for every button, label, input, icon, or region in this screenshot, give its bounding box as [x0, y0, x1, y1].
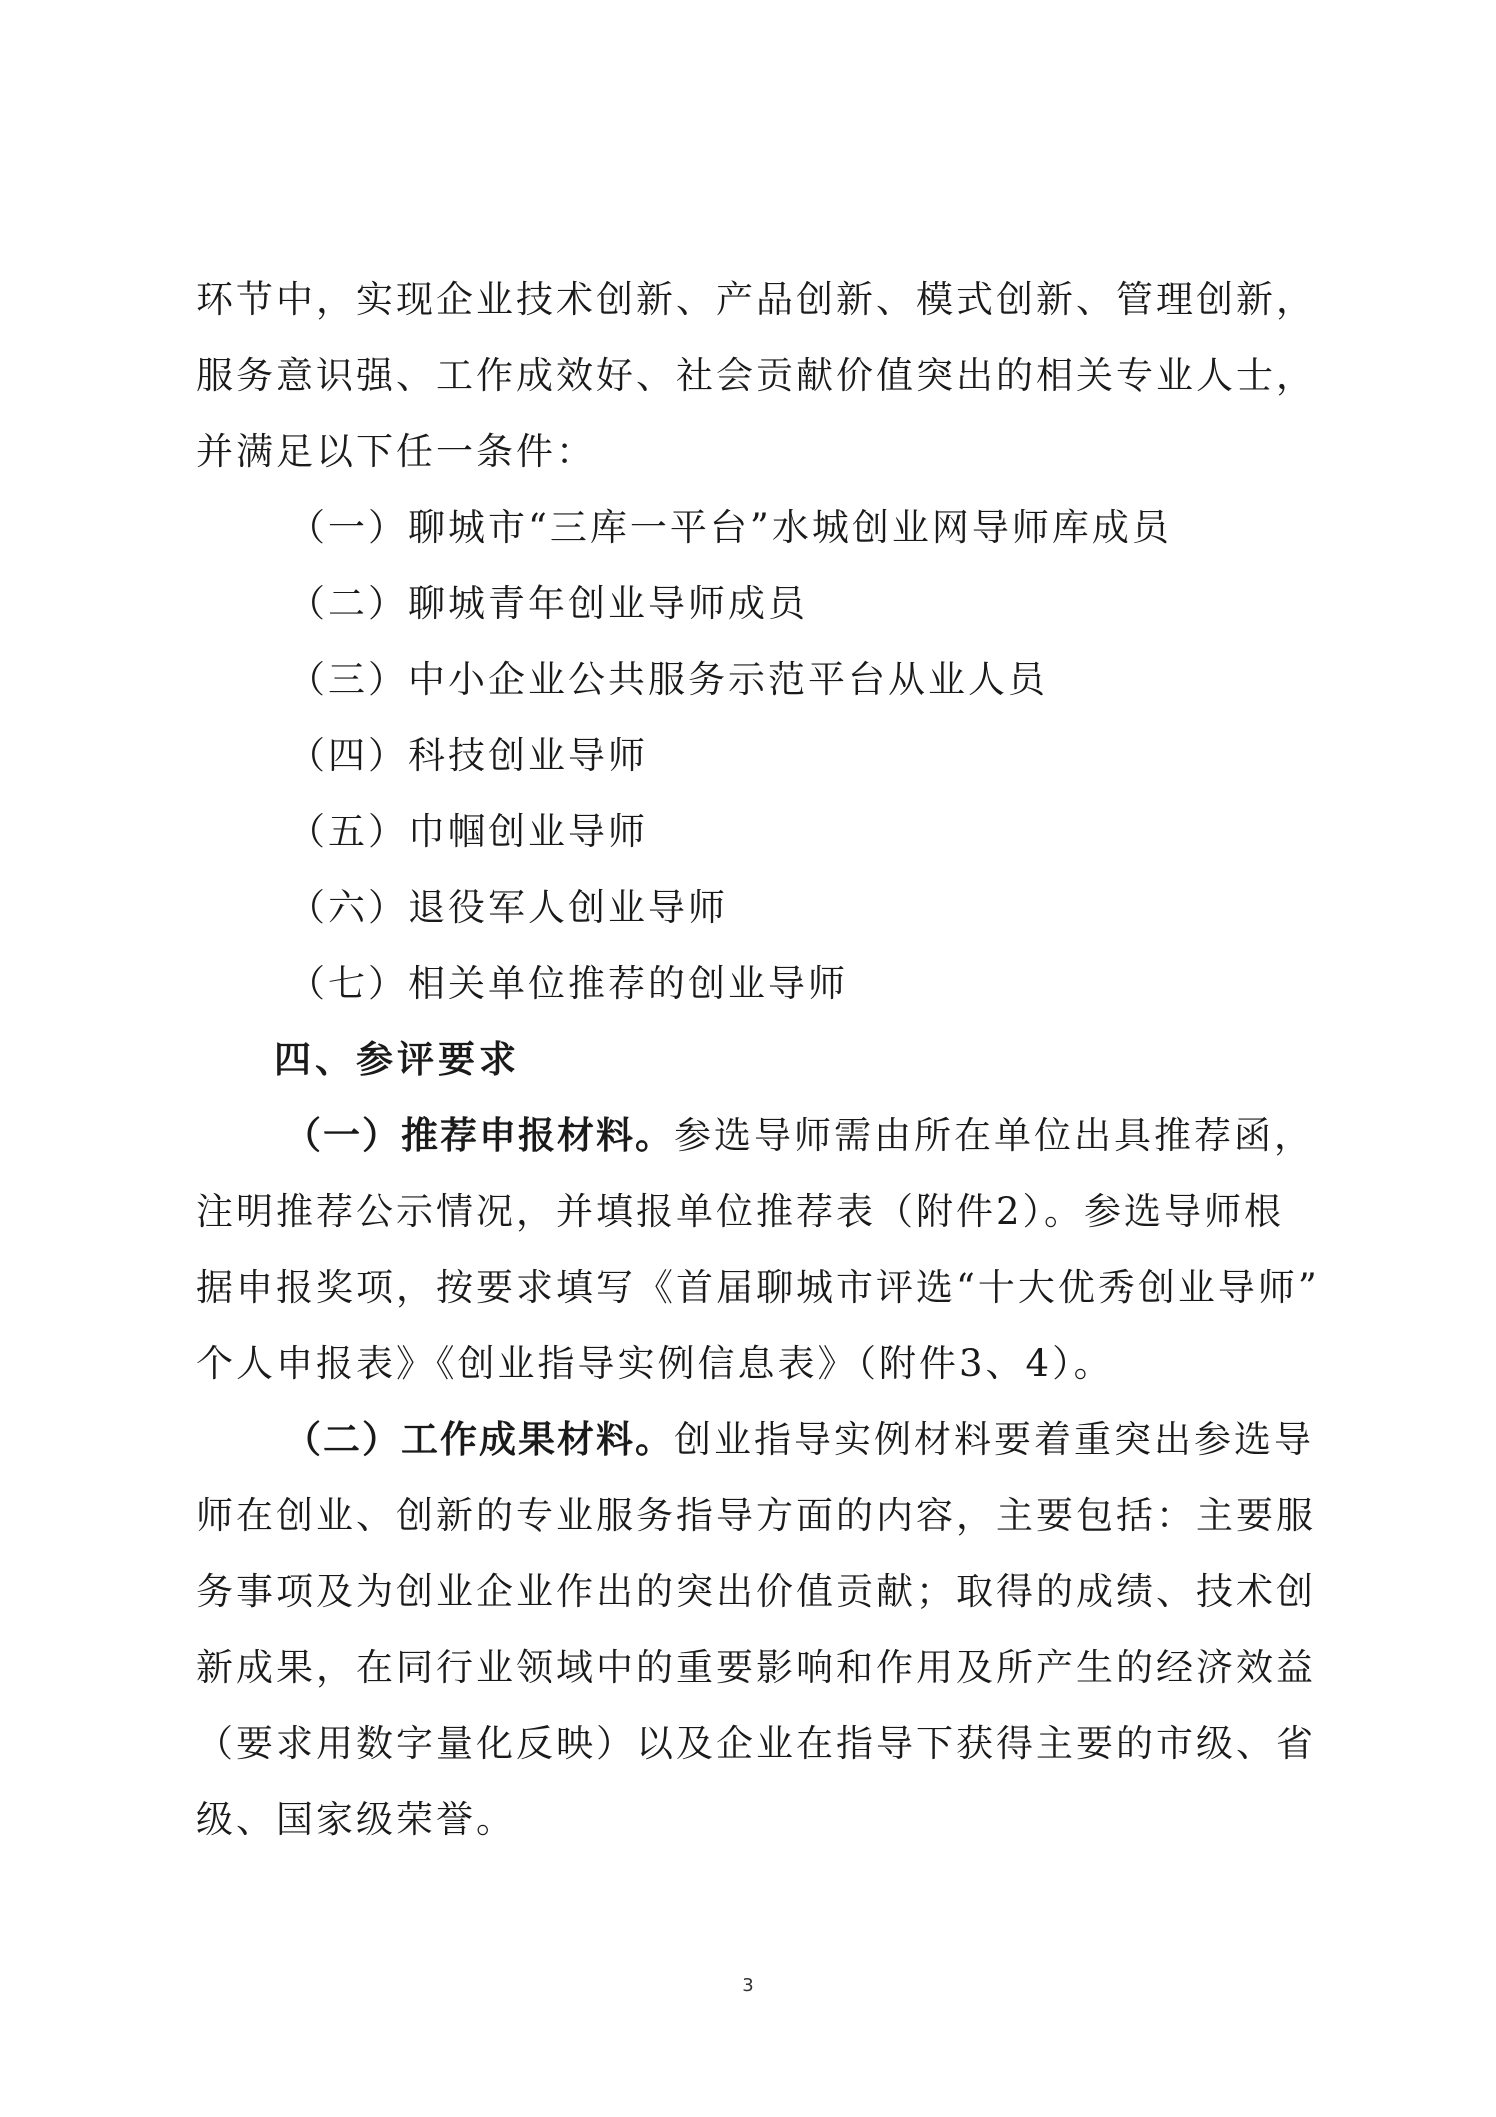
paragraph-text: 创业指导实例材料要着重突出参选导 [674, 1418, 1314, 1461]
condition-item: （一）聊城市“三库一平台”水城创业网导师库成员 [288, 506, 1172, 549]
condition-item: （五）巾帼创业导师 [288, 810, 648, 853]
condition-item: （六）退役军人创业导师 [288, 886, 728, 929]
paragraph-lead: （一）推荐申报材料。 [284, 1114, 674, 1157]
section-heading: 四、参评要求 [274, 1038, 520, 1081]
paragraph-line [196, 1098, 1316, 1174]
body-text [196, 262, 1320, 1858]
intro-line: 服务意识强、工作成效好、社会贡献价值突出的相关专业人士， [196, 354, 1316, 397]
paragraph-line [196, 1402, 1316, 1478]
condition-item: （四）科技创业导师 [288, 734, 648, 777]
condition-item: （七）相关单位推荐的创业导师 [288, 962, 848, 1005]
paragraph-text: 参选导师需由所在单位出具推荐函， [674, 1114, 1314, 1157]
condition-item: （二）聊城青年创业导师成员 [288, 582, 808, 625]
intro-line: 并满足以下任一条件： [196, 430, 596, 473]
condition-item: （三）中小企业公共服务示范平台从业人员 [288, 658, 1048, 701]
page-number: 3 [742, 1975, 754, 1996]
paragraph-line: 师在创业、创新的专业服务指导方面的内容，主要包括：主要服 [196, 1494, 1316, 1537]
paragraph-line: 级、国家级荣誉。 [196, 1798, 516, 1841]
paragraph-line: 务事项及为创业企业作出的突出价值贡献；取得的成绩、技术创 [196, 1570, 1316, 1613]
paragraph-line: 据申报奖项，按要求填写《首届聊城市评选“十大优秀创业导师” [196, 1266, 1320, 1309]
paragraph-line: （要求用数字量化反映）以及企业在指导下获得主要的市级、省 [196, 1722, 1316, 1765]
intro-line: 环节中，实现企业技术创新、产品创新、模式创新、管理创新， [196, 278, 1316, 321]
paragraph-line: 注明推荐公示情况，并填报单位推荐表（附件2）。参选导师根 [196, 1190, 1285, 1233]
paragraph-line: 新成果，在同行业领域中的重要影响和作用及所产生的经济效益 [196, 1646, 1316, 1689]
paragraph-line: 个人申报表》《创业指导实例信息表》（附件3、4）。 [196, 1342, 1114, 1385]
paragraph-lead: （二）工作成果材料。 [284, 1418, 674, 1461]
